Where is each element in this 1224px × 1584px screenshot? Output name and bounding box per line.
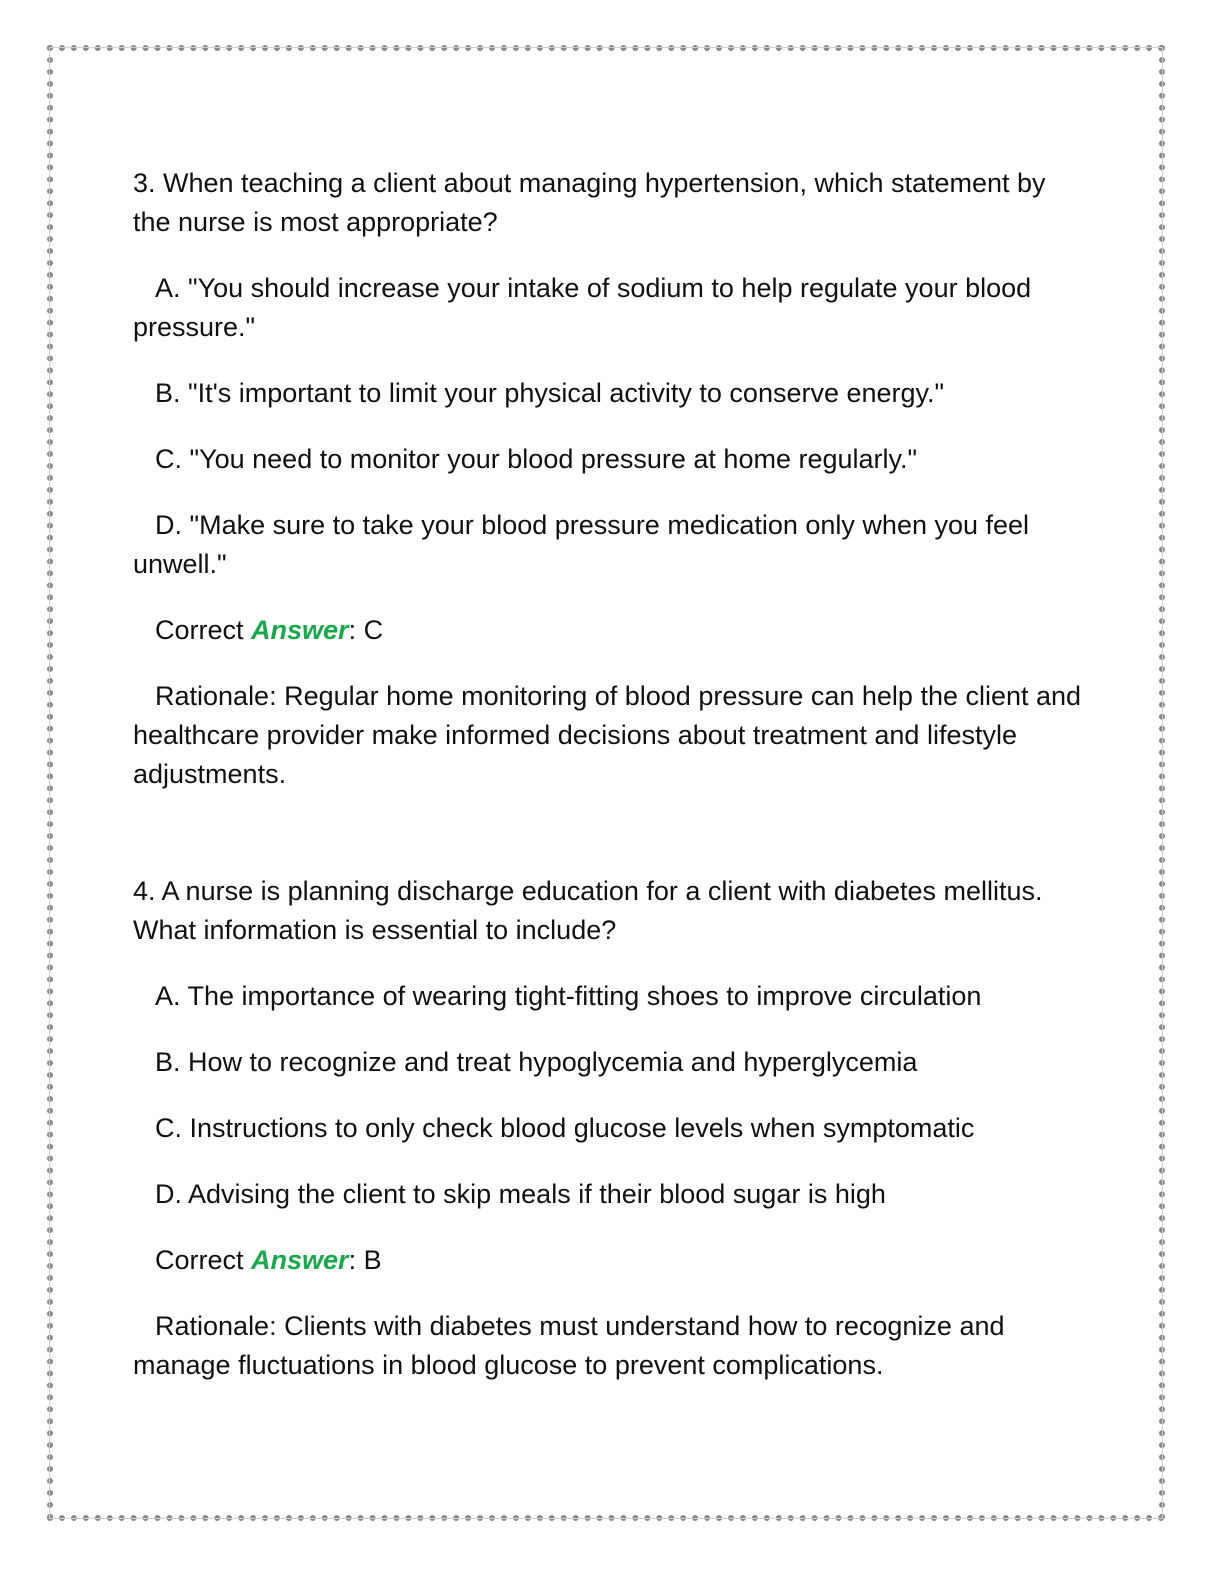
option-b: B. How to recognize and treat hypoglycemia and hyperglycemia [155,1047,918,1077]
rationale: Rationale: Clients with diabetes must understand how to recognize and manage fluctuations in blood glucose to prevent complications. [133,1311,1005,1380]
option-d: D. Advising the client to skip meals if their blood sugar is high [155,1179,886,1209]
question-4 [133,872,1083,1385]
question-3 [133,164,1083,794]
answer-prefix: Correct [155,615,252,645]
answer-value: : C [348,615,384,645]
option-c: C. Instructions to only check blood glucose levels when symptomatic [155,1113,975,1143]
option-b: B. "It's important to limit your physical activity to conserve energy." [155,378,945,408]
answer-prefix: Correct [155,1245,252,1275]
option-a: A. The importance of wearing tight-fitting shoes to improve circulation [155,981,982,1011]
correct-answer [133,611,1083,650]
option-c: C. "You need to monitor your blood pressure at home regularly." [155,444,918,474]
answer-highlight: Answer [251,1245,349,1275]
document-content [133,164,1083,1412]
question-stem: 3. When teaching a client about managing hypertension, which statement by the nurse is most appropriate? [133,168,1046,237]
rationale: Rationale: Regular home monitoring of blood pressure can help the client and healthcare provider make informed decisions about treatment and lifestyle adjustments. [133,681,1082,789]
question-stem: 4. A nurse is planning discharge education for a client with diabetes mellitus. What information is essential to include? [133,876,1043,945]
answer-value: : B [348,1245,382,1275]
answer-highlight: Answer [251,615,349,645]
option-d: D. "Make sure to take your blood pressure medication only when you feel unwell." [133,510,1030,579]
correct-answer [133,1241,1083,1280]
option-a: A. "You should increase your intake of sodium to help regulate your blood pressure." [133,273,1032,342]
